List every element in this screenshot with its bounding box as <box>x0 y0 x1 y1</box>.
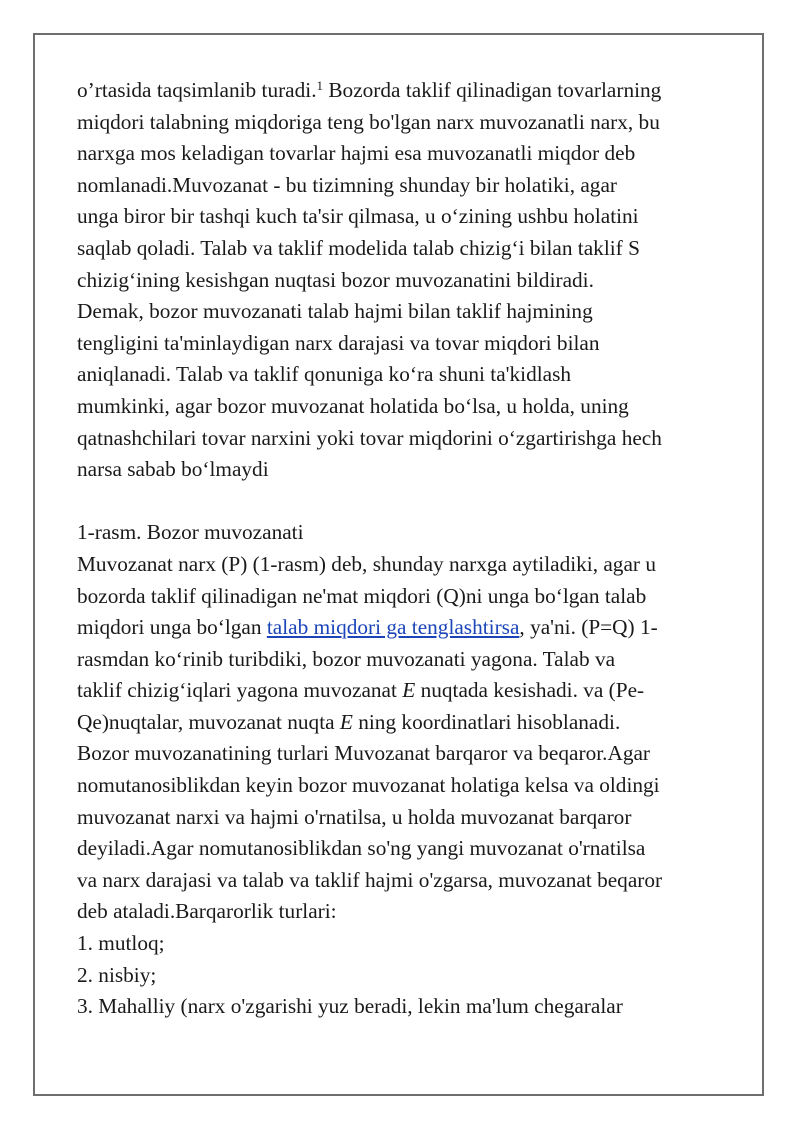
text-segment: o’rtasida taqsimlanib turadi. <box>77 78 317 102</box>
text-line: deb ataladi.Barqarorlik turlari: <box>77 899 337 924</box>
text-line: va narx darajasi va talab va taklif hajmi o'zgarsa, muvozanat beqaror <box>77 867 663 892</box>
text-line: Bozor muvozanatining turlari Muvozanat barqaror va beqaror.Agar <box>77 741 651 766</box>
equilibrium-point-symbol: E <box>402 678 416 703</box>
text-line: aniqlanadi. Talab va taklif qonuniga ko‘ra shuni ta'kidlash <box>77 362 572 387</box>
text-line <box>77 612 747 644</box>
text-line: narxga mos keladigan tovarlar hajmi esa muvozanatli miqdor deb <box>77 141 636 166</box>
text-segment: Qe)nuqtalar, muvozanat nuqta <box>77 709 340 734</box>
text-line: Muvozanat narx (P) (1-rasm) deb, shunday narxga aytiladiki, agar u <box>77 551 656 576</box>
equilibrium-point-symbol: E <box>339 709 353 734</box>
text-segment: Bozorda taklif qilinadigan tovarlarning <box>323 78 662 102</box>
text-segment: miqdori unga bo‘lgan <box>77 615 267 640</box>
text-line: rasmdan ko‘rinib turibdiki, bozor muvozanati yagona. Talab va <box>77 646 616 671</box>
list-item: 3. Mahalliy (narx o'zgarishi yuz beradi, lekin ma'lum chegaralar <box>77 994 623 1019</box>
text-line: tengligini ta'minlaydigan narx darajasi va tovar miqdori bilan <box>77 330 600 355</box>
text-line: unga biror bir tashqi kuch ta'sir qilmasa, u o‘zining ushbu holatini <box>77 204 639 229</box>
text-line: muvozanat narxi va hajmi o'rnatilsa, u holda muvozanat barqaror <box>77 804 632 829</box>
text-segment: ning koordinatlari hisoblanadi. <box>352 709 621 734</box>
text-line: qatnashchilari tovar narxini yoki tovar miqdorini o‘zgartirishga hech <box>77 425 662 450</box>
text-line: mumkinki, agar bozor muvozanat holatida bo‘lsa, u holda, uning <box>77 393 629 418</box>
text-line: Demak, bozor muvozanati talab hajmi bilan taklif hajmining <box>77 299 593 324</box>
text-segment: taklif chizig‘iqlari yagona muvozanat <box>77 678 403 703</box>
list-item: 2. nisbiy; <box>77 962 157 987</box>
text-line: narsa sabab bo‘lmaydi <box>77 457 269 482</box>
footnote-reference[interactable]: 1 <box>316 77 324 93</box>
paragraph-market-equilibrium <box>77 75 747 486</box>
blank-line <box>77 486 747 518</box>
list-item: 1. mutloq; <box>77 931 165 956</box>
text-line: miqdori talabning miqdoriga teng bo'lgan narx muvozanatli narx, bu <box>77 109 660 134</box>
text-line: chizig‘ining kesishgan nuqtasi bozor muvozanatini bildiradi. <box>77 267 594 292</box>
text-segment: nuqtada kesishadi. va (Pe- <box>415 678 645 703</box>
text-line: bozorda taklif qilinadigan ne'mat miqdori (Q)ni unga bo‘lgan talab <box>77 583 647 608</box>
text-line: nomutanosiblikdan keyin bozor muvozanat holatiga kelsa va oldingi <box>77 773 660 798</box>
text-line: nomlanadi.Muvozanat - bu tizimning shunday bir holatiki, agar <box>77 172 617 197</box>
text-line <box>77 707 747 739</box>
talab-miqdori-link[interactable]: talab miqdori ga tenglashtirsa <box>266 615 520 640</box>
document-body <box>77 75 747 1023</box>
text-line <box>77 675 747 707</box>
text-segment: , ya'ni. (P=Q) 1- <box>519 615 658 640</box>
stability-types-list <box>77 928 747 1023</box>
text-line: saqlab qoladi. Talab va taklif modelida talab chizig‘i bilan taklif S <box>77 235 640 260</box>
paragraph-equilibrium-price <box>77 549 747 928</box>
text-line <box>77 75 747 107</box>
figure-caption: 1-rasm. Bozor muvozanati <box>77 520 304 545</box>
text-line: deyiladi.Agar nomutanosiblikdan so'ng yangi muvozanat o'rnatilsa <box>77 836 646 861</box>
